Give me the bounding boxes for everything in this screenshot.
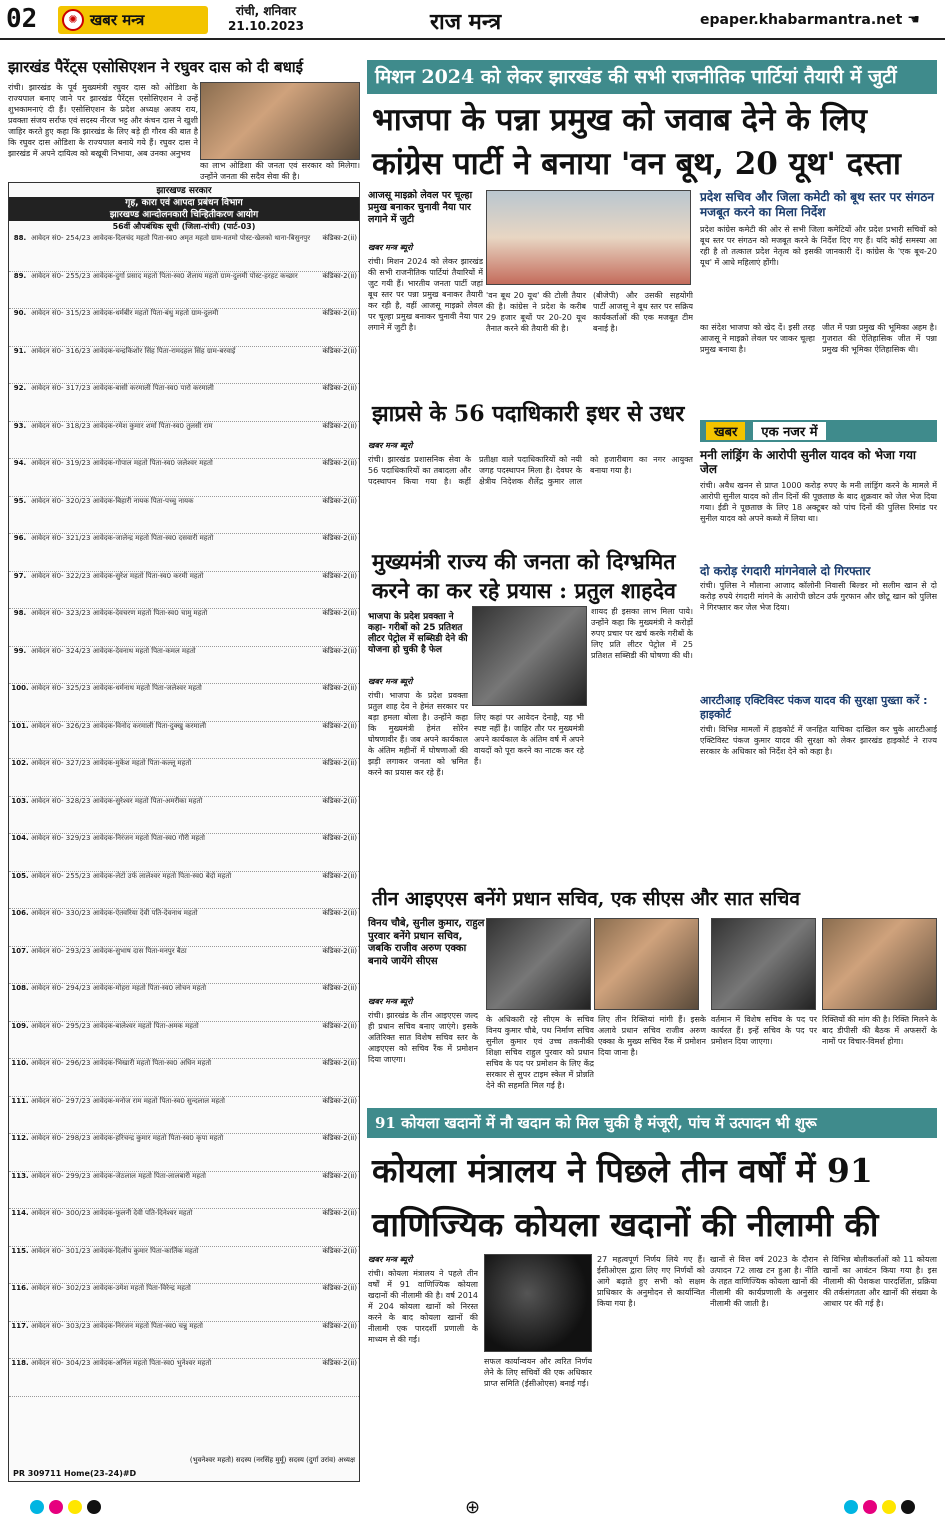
notice-row-clause: कंडिका-2(ii) (322, 684, 357, 692)
notice-row-number: 90. (13, 309, 27, 317)
cm-headline-line1: मुख्यमंत्री राज्य की जनता को दिग्भ्रमित (372, 550, 676, 575)
notice-row-clause: कंडिका-2(ii) (322, 946, 357, 955)
coal-col5: से विभिन्न बोलीकर्ताओं को 11 कोयला खानों का आवंटन किया गया है। इस नीलामी की पेशकश पारदर्शिता, प्रक्रिया की तर्कसंगतता और खानों की संख्या के आधार पर की गई है। (823, 1255, 937, 1308)
jhapra-byline: खबर मन्त्र ब्यूरो (368, 441, 413, 450)
brand-name: खबर मन्त्र (90, 11, 145, 29)
bjp-byline: खबर मन्त्र ब्यूरो (368, 243, 413, 252)
notice-row (9, 384, 359, 422)
pointer-hand-icon: ☚ (907, 12, 920, 28)
notice-row-clause: कंडिका-2(ii) (322, 1209, 357, 1217)
notice-row-number: 116. (11, 1284, 29, 1292)
dateline (228, 4, 304, 34)
notice-row (9, 909, 359, 947)
magenta-dot-icon (863, 1500, 877, 1514)
notice-row-clause: कंडिका-2(ii) (322, 834, 357, 842)
notice-row-text: आवेदन सं0- 255/23 आवेदक-लेटो उर्फ लालेश्वर महतो पिता-स्व0 बेदो महतो (31, 871, 232, 880)
notice-row (9, 1209, 359, 1247)
notice-row-number: 99. (13, 646, 27, 655)
notice-row (9, 347, 359, 385)
notice-row-clause: कंडिका-2(ii) (322, 384, 357, 392)
notice-row-number: 114. (11, 1209, 29, 1217)
notice-row (9, 422, 359, 460)
bjp-kicker: आजसू माइक्रो लेवल पर चूल्हा प्रमुख बनाकर चुनावी नैया पार लगाने में जुटी (368, 190, 473, 225)
notice-row-text: आवेदन सं0- 328/23 आवेदक-सुरेश्वर महतो पिता-अमरीका महतो (31, 796, 203, 805)
notice-row-text: आवेदन सं0- 298/23 आवेदक-हरिचन्द्र कुमार महतो पिता-स्व0 कृपा महतो (31, 1134, 224, 1142)
ias-col2: के अधिकारी रहे सीएम के सचिव विनय कुमार चौबे, पथ निर्माण सचिव सुनील कुमार एवं उच्च तकनीकी शिक्षा सचिव राहुल पुरवार को प्रधान सचिव के पद पर प्रमोशन के लिए केंद्र सरकार से सुपर टाइम स्केल में प्रोन्नति देने की सहमति मिल गई है। (486, 1015, 594, 1090)
ias-photo-2 (594, 918, 699, 1010)
bjp-col3: (बीजेपी) और उसकी सहयोगी पार्टी आजसू ने बूथ स्तर पर सक्रिय कार्यकर्ताओं की एक मजबूत टीम बनाई है। (593, 291, 693, 333)
notice-row (9, 1097, 359, 1135)
notice-row-number: 112. (11, 1134, 29, 1142)
coal-col3: 27 महत्वपूर्ण निर्णय लिये गए हैं। ईसीओएस द्वारा लिए गए निर्णयों को आगे बढ़ाते हुए सभी को सक्षम प्राधिकार के अनुमोदन से कार्यान्वित किया गया है। (597, 1255, 705, 1308)
notice-row (9, 647, 359, 685)
notice-row-number: 115. (11, 1246, 29, 1255)
notice-row-clause: कंडिका-2(ii) (322, 609, 357, 617)
brief3-body: रांची। विभिन्न मामलों में हाइकोर्ट में जनहित याचिका दाखिल कर चुके आरटीआई एक्टिविस्ट पंकज कुमार यादव की सुरक्षा को लेकर झारखंड हाइकोर्ट ने राज्य सरकार के अधिकार को निर्देश देने को कहा है। (700, 725, 937, 756)
notice-row (9, 1059, 359, 1097)
epaper-link[interactable]: epaper.khabarmantra.net ☚ (700, 12, 920, 28)
notice-row (9, 272, 359, 310)
notice-row-text: आवेदन सं0- 316/23 आवेदक-चन्द्रकिशोर सिंह पिता-रामदहल सिंह ग्राम-बरवाई (31, 346, 236, 355)
notice-ref: PR 309711 Home(23-24)#D (13, 1469, 137, 1478)
notice-row-text: आवेदन सं0- 303/23 आवेदक-निरंजन महतो पिता-स्व0 चन्नु महतो (31, 1321, 203, 1330)
notice-row (9, 1247, 359, 1285)
cm-kicker: भाजपा के प्रदेश प्रवक्ता ने कहा- गरीबों को 25 प्रतिशत लीटर पेट्रोल में सब्सिडी देने की योजना हो चुकी है फेल (368, 612, 468, 655)
notice-row-number: 111. (11, 1096, 29, 1105)
cm-headline (372, 548, 694, 606)
notice-row-clause: कंडिका-2(ii) (322, 1171, 357, 1180)
notice-row-clause: कंडिका-2(ii) (322, 796, 357, 805)
notice-row-number: 88. (13, 234, 27, 242)
notice-row-number: 97. (13, 571, 27, 580)
notice-row-clause: कंडिका-2(ii) (322, 721, 357, 730)
pratul-shahdeo-photo (472, 606, 587, 706)
notice-row-text: आवेदन सं0- 299/23 आवेदक-जेठलाल महतो पिता-लालबारी महतो (31, 1171, 206, 1180)
notice-row-number: 95. (13, 496, 27, 505)
brief2-headline: दो करोड़ रंगदारी मांगनेवाले दो गिरफ्तार (700, 564, 871, 578)
notice-row (9, 234, 359, 272)
notice-row-clause: कंडिका-2(ii) (322, 1096, 357, 1105)
brief3-headline: आरटीआइ एक्टिविस्ट पंकज यादव की सुरक्षा पुख्ता करें : हाइकोर्ट (700, 694, 928, 721)
coal-byline: खबर मन्त्र ब्यूरो (368, 1255, 413, 1264)
ias-byline: खबर मन्त्र ब्यूरो (368, 997, 413, 1006)
page-number: 02 (6, 4, 38, 34)
notice-row (9, 609, 359, 647)
ias-photo-4 (822, 918, 937, 1010)
crosshair-icon: ⊕ (464, 1496, 481, 1517)
color-dots-right (844, 1500, 915, 1514)
notice-row-text: आवेदन सं0- 320/23 आवेदक-बिहारी नायक पिता-पच्चु नायक (31, 496, 194, 505)
ias-col5: रिक्तियों की मांग की है। रिक्ति मिलने के बाद डीपीसी की बैठक में अफसरों के नामों पर विचार-विमर्श होगा। (822, 1015, 937, 1046)
notice-row-number: 92. (13, 384, 27, 392)
notice-row (9, 1134, 359, 1172)
notice-row-clause: कंडिका-2(ii) (322, 534, 357, 542)
ias-headline: तीन आइएएस बनेंगे प्रधान सचिव, एक सीएस और सात सचिव (372, 888, 800, 910)
notice-row-text: आवेदन सं0- 318/23 आवेदक-रमेश कुमार शर्मा पिता-स्व0 तुलसी राम (31, 421, 213, 430)
print-registration-marks (0, 1497, 945, 1517)
notice-row-number: 118. (11, 1359, 29, 1367)
notice-row (9, 684, 359, 722)
ias-col3: लिए तीन रिक्तियां मांगी हैं। इसके अलावे प्रधान सचिव राजीव अरुण एक्का के मुख्य सचिव रैंक में प्रमोशन दिया जाना है। (598, 1015, 706, 1057)
notice-row-text: आवेदन सं0- 321/23 आवेदक-जालेन्द्र महतो पिता-स्व0 दसवारी महतो (31, 534, 214, 542)
notice-row-number: 96. (13, 534, 27, 542)
notice-row-text: आवेदन सं0- 300/23 आवेदक-फूलनी देवी पति-दिनेश्वर महतो (31, 1209, 193, 1217)
pradesh-headline: प्रदेश सचिव और जिला कमेटी को बूथ स्तर पर संगठन मजबूत करने का मिला निर्देश (700, 190, 934, 219)
notice-row-number: 107. (11, 946, 29, 955)
black-dot-icon (901, 1500, 915, 1514)
notice-row-clause: कंडिका-2(ii) (322, 459, 357, 467)
notice-row-number: 106. (11, 909, 29, 917)
brief1-body: रांची। अवैध खनन से प्राप्त 1000 करोड़ रुपए के मनी लांड्रिंग करने के मामले में आरोपी सुनील यादव को तीन दिनों की पूछताछ के बाद शुक्रवार को जेल भेज दिया गया। ईडी ने पूछताछ के लिए 18 अक्टूबर को पांच दिनों की पुलिस रिमांड पर सुनील यादव को अपने कब्जे में लिया था। (700, 481, 937, 523)
notice-row-number: 108. (11, 984, 29, 992)
notice-row-clause: कंडिका-2(ii) (322, 271, 357, 280)
notice-row-number: 104. (11, 834, 29, 842)
notice-row-text: आवेदन सं0- 317/23 आवेदक-बासी करमाली पिता-स्व0 पारो करमाली (31, 384, 214, 392)
raghubar-body: रांची। झारखंड के पूर्व मुख्यमंत्री रघुवर दास को ओडिशा के राज्यपाल बनाए जाने पर झारखंड पैरेंट्स एसोसिएशन ने उन्हें शुभकामनाएं दी हैं। एसोसिएशन के प्रदेश अध्यक्ष अजय राय, प्रवक्ता संजय सर्राफ एवं सदस्य नीरज भट्ट और कंचन दास ने खुशी जाहिर करते हुए कहा कि झारखंड के लिए बड़े ही गौरव की बात है कि रघुवर दास ओडिशा के राज्यपाल बनाये गये हैं। रघुवर दास ने झारखंड में अपने दायित्व को बखूबी निभाया, अब उनका अनुभव (8, 83, 198, 158)
notice-row-text: आवेदन सं0- 326/23 आवेदक-विनोद करमाली पिता-दुक्खु करमाली (31, 721, 207, 730)
khabar-title: एक नजर में (753, 422, 825, 440)
notice-row-number: 93. (13, 421, 27, 430)
notice-row (9, 309, 359, 347)
khabar-brand: खबर (706, 422, 745, 440)
notice-row-text: आवेदन सं0- 319/23 आवेदक-गोपाल महतो पिता-स्व0 जलेश्वर महतो (31, 459, 213, 467)
notice-row-clause: कंडिका-2(ii) (322, 1284, 357, 1292)
notice-row-text: आवेदन सं0- 327/23 आवेदक-मुकेश महतो पिता-कल्लू महतो (31, 759, 192, 767)
pradesh-col-a: का संदेश भाजपा को खेद दें। इसी तरह आजसू ने माइक्रो लेवल पर जाकर चूल्हा प्रमुख बनाया है। (700, 323, 815, 354)
bjp-photo-caption: 'वन बूथ 20 यूथ' की टोली तैयार की है। कांग्रेस ने प्रदेश के करीब 29 हजार बूथों पर 20-20 यूथ तैनात करने की तैयारी की है। (486, 291, 586, 333)
notice-row-text: आवेदन सं0- 323/23 आवेदक-देवचरण महतो पिता-स्व0 चामु महतो (31, 609, 208, 617)
notice-row-clause: कंडिका-2(ii) (322, 234, 357, 242)
notice-row-number: 113. (11, 1171, 29, 1180)
bjp-body: रांची। मिशन 2024 को लेकर झारखंड की सभी राजनीतिक पार्टियां तैयारियों में जुट गयी हैं। भारतीय जनता पार्टी जहां बूथ स्तर पर पन्ना प्रमुख बनाकर तैयारी कर रही है, वहीं आजसू माइक्रो लेवल पर चूल्हा प्रमुख बनाकर चुनावी नैया पार लगाने में जुटी है। (368, 257, 483, 332)
raghubar-photo (200, 82, 360, 160)
notice-row-text: आवेदन सं0- 295/23 आवेदक-बालेश्वर महतो पिता-अमक महतो (31, 1021, 199, 1030)
yellow-dot-icon (68, 1500, 82, 1514)
ias-photo-1 (486, 918, 591, 1010)
notice-row (9, 497, 359, 535)
notice-row (9, 722, 359, 760)
notice-line2: गृह, कारा एवं आपदा प्रबंधन विभाग (9, 197, 359, 209)
notice-row (9, 984, 359, 1022)
notice-row (9, 1322, 359, 1360)
government-notice (8, 182, 360, 1482)
notice-row (9, 947, 359, 985)
notice-row-number: 102. (11, 759, 29, 767)
coal-col4: खानों से वित्त वर्ष 2023 के दौरान उत्पादन 72 लाख टन हुआ है। नीति के तहत वाणिज्यिक कोयला खानों की नीलामी की कार्यप्रणाली के अनुसार नीलामी की जाती है। (710, 1255, 818, 1308)
cm-col2: लिए कहां पर आवेदन देनाहै, यह भी स्पष्ट नहीं है। जाहिर तौर पर मुख्यमंत्री अपने कार्यकाल के अंतिम वर्ष में अपने वायदों को पूरा करने का नाटक कर रहे हैं। (474, 713, 584, 766)
coal-col2: सफल कार्यान्वयन और त्वरित निर्णय लेने के लिए सचिवों की एक अधिकार प्राप्त समिति (ईसीओएस) बनाई गई। (484, 1357, 592, 1388)
notice-row-text: आवेदन सं0- 293/23 आवेदक-सुभाष दास पिता-मनपुर बैठा (31, 946, 187, 955)
notice-row (9, 534, 359, 572)
city-day: रांची, शनिवार (235, 4, 297, 18)
notice-row-clause: कंडिका-2(ii) (322, 1321, 357, 1330)
khabar-box (700, 420, 937, 442)
ias-photo-3 (711, 918, 816, 1010)
notice-row-text: आवेदन सं0- 296/23 आवेदक-भिखारी महतो पिता-स्व0 अधिन महतो (31, 1059, 212, 1067)
notice-row-clause: कंडिका-2(ii) (322, 1134, 357, 1142)
notice-row-text: आवेदन सं0- 255/23 आवेदक-दुर्गा प्रसाद महतो पिता-स्व0 शैलाय महतो ग्राम-दुलमी पोस्ट-हरहट कच्छार (31, 271, 298, 280)
pradesh-col-b: जीत में पन्ना प्रमुख की भूमिका अहम है। गुजरात की ऐतिहासिक जीत में पन्ना प्रमुख की भूमिका ऐतिहासिक थी। (822, 323, 937, 354)
cyan-dot-icon (844, 1500, 858, 1514)
notice-row-number: 105. (11, 871, 29, 880)
notice-row-number: 89. (13, 271, 27, 280)
coal-body: रांची। कोयला मंत्रालय ने पहले तीन वर्षों में 91 वाणिज्यिक कोयला खदानों की नीलामी की है। वर्ष 2014 में 204 कोयला खानों को निरस्त करने के बाद कोयला खानों की नीलामी एक पारदर्शी प्रणाली के माध्यम से की गई। (368, 1269, 478, 1344)
notice-row-text: आवेदन सं0- 330/23 आवेदक-ऐतवरिया देवी पति-देवनाथ महतो (31, 909, 198, 917)
cm-byline: खबर मन्त्र ब्यूरो (368, 677, 413, 686)
notice-row (9, 872, 359, 910)
cm-headline-line2: करने का कर रहे प्रयास : प्रतुल शाहदेव (372, 579, 677, 604)
cm-body: रांची। भाजपा के प्रदेश प्रवक्ता प्रतुल शाह देव ने हेमंत सरकार पर बड़ा हमला बोला है। उन्होंने कहा कि मुख्यमंत्री हेमंत सोरेन घोषणावीर हैं। जब अपने कार्यकाल के अंतिम महीनों में घोषणाओं की झड़ी लगाकर जनता को भ्रमित करने का प्रयास कर रहे हैं। (368, 691, 468, 777)
brief2-body: रांची। पुलिस ने मौलाना आजाद कॉलोनी निवासी बिल्डर मो सलीम खान से दो करोड़ रुपये रंगदारी मांगने के आरोपी छोटन उर्फ गुरफान और छोटू खान को पुलिस ने गिरफ्तार कर जेल भेज दिया। (700, 581, 937, 612)
black-dot-icon (87, 1500, 101, 1514)
notice-row-clause: कंडिका-2(ii) (322, 1021, 357, 1030)
bjp-headline-line1: भाजपा के पन्ना प्रमुख को जवाब देने के लिए (372, 102, 867, 138)
pradesh-body: प्रदेश कांग्रेस कमेटी की ओर से सभी जिला कमेटियों और प्रदेश प्रभारी सचिवों को बूथ स्तर पर संगठन को मजबूत करने के निर्देश दिए गए हैं। यदि कोई समस्या आ रही है तो तत्काल प्रदेश नेतृत्व को इसकी जानकारी दें। कांग्रेस के 'एक बूथ-20 यूथ' में आधे महिलाएं होंगी। (700, 225, 937, 267)
notice-row-number: 101. (11, 721, 29, 730)
bjp-headline (372, 98, 937, 186)
notice-row-clause: कंडिका-2(ii) (322, 309, 357, 317)
yellow-dot-icon (882, 1500, 896, 1514)
notice-line4: 56वीं औपबंधिक सूची (जिला-रांची) (पार्ट-03) (112, 222, 256, 231)
notice-row-clause: कंडिका-2(ii) (322, 571, 357, 580)
notice-row-number: 110. (11, 1059, 29, 1067)
notice-row-number: 100. (11, 684, 29, 692)
notice-line3: झारखण्ड आन्दोलनकारी चिन्हितीकरण आयोग (9, 209, 359, 221)
issue-date: 21.10.2023 (228, 19, 304, 33)
raghubar-headline: झारखंड पैरेंट्स एसोसिएशन ने रघुवर दास को दी बधाई (8, 58, 304, 76)
notice-row-clause: कंडिका-2(ii) (322, 984, 357, 992)
notice-row-text: आवेदन सं0- 315/23 आवेदक-धर्मबीर महतो पिता-बंधु महतो ग्राम-दुलमी (31, 309, 219, 317)
notice-row-number: 98. (13, 609, 27, 617)
notice-row (9, 1172, 359, 1210)
notice-row-number: 109. (11, 1021, 29, 1030)
notice-row (9, 834, 359, 872)
notice-row-clause: कंडिका-2(ii) (322, 909, 357, 917)
notice-row-text: आवेदन सं0- 304/23 आवेदक-अनिल महतो पिता-स्व0 भुनेश्वर महतो (31, 1359, 212, 1367)
jhapra-body: रांची। झारखंड प्रशासनिक सेवा के 56 पदाधिकारियों का तबादला और पदस्थापन किया गया है। कहीं प्रतीक्षा वाले पदाधिकारियों को नयी जगह पदस्थापन मिला है। देवघर के क्षेत्रीय निदेशक शैलेंद्र कुमार लाल को हजारीबाग का नगर आयुक्त बनाया गया है। (368, 455, 693, 486)
notice-row-number: 91. (13, 346, 27, 355)
coal-headline (372, 1144, 937, 1252)
coal-banner: 91 कोयला खदानों में नौ खदान को मिल चुकी है मंजूरी, पांच में उत्पादन भी शुरू (367, 1108, 937, 1138)
notice-row-text: आवेदन सं0- 302/23 आवेदक-उमेश महतो पिता-विरेन्द्र महतो (31, 1284, 191, 1292)
notice-row (9, 759, 359, 797)
notice-row-number: 103. (11, 796, 29, 805)
brief1-headline: मनी लांड्रिंग के आरोपी सुनील यादव को भेजा गया जेल (700, 448, 917, 476)
color-dots-left (30, 1500, 101, 1514)
notice-row-clause: कंडिका-2(ii) (322, 1246, 357, 1255)
notice-row (9, 1284, 359, 1322)
coal-headline-line2: वाणिज्यिक कोयला खदानों की नीलामी की (372, 1205, 879, 1244)
notice-row (9, 1022, 359, 1060)
notice-row (9, 1359, 359, 1397)
notice-line1: झारखण्ड सरकार (156, 186, 212, 196)
notice-row (9, 459, 359, 497)
notice-signatures: (भुवनेश्वर महतो) सदस्य (नरसिंह मुर्मू) सदस्य (दुर्गा उरांव) अध्यक्ष (189, 1456, 355, 1464)
notice-row-clause: कंडिका-2(ii) (322, 1059, 357, 1067)
cm-col3: शायद ही इसका लाभ मिला पाये। उन्होंने कहा कि मुख्यमंत्री ने करोड़ों रुपए प्रचार पर खर्च करके गरीबों के लिए प्रति लीटर पेट्रोल में 25 प्रतिशत सब्सिडी की घोषणा की थी। (591, 607, 693, 660)
jhapra-headline: झाप्रसे के 56 पदाधिकारी इधर से उधर (372, 401, 685, 427)
raghubar-body-cont: का लाभ ओडिशा की जनता एवं सरकार को मिलेगा। उन्होंने जनता की सदैव सेवा की है। (200, 161, 360, 181)
notice-row-text: आवेदन सं0- 325/23 आवेदक-धर्मनाथ महतो पिता-जलेश्वर महतो (31, 684, 202, 692)
coal-photo (484, 1254, 592, 1352)
bjp-headline-line2: कांग्रेस पार्टी ने बनाया 'वन बूथ, 20 यूथ' दस्ता (372, 146, 901, 182)
notice-row-text: आवेदन सं0- 329/23 आवेदक-निरंजन महतो पिता-स्व0 गौरी महतो (31, 834, 205, 842)
mission-banner: मिशन 2024 को लेकर झारखंड की सभी राजनीतिक पार्टियां तैयारी में जुटीं (367, 60, 937, 94)
cyan-dot-icon (30, 1500, 44, 1514)
notice-row-text: आवेदन सं0- 294/23 आवेदक-मोहरा महतो पिता-स्व0 लोचन महतो (31, 984, 207, 992)
notice-row-clause: कंडिका-2(ii) (322, 421, 357, 430)
section-title: राज मन्त्र (430, 9, 502, 35)
brand-logo-icon: ✺ (62, 9, 84, 31)
congress-office-photo (486, 190, 691, 285)
notice-row-text: आवेदन सं0- 297/23 आवेदक-मनोज राम महतो पिता-स्व0 सुन्दलाल महतो (31, 1096, 225, 1105)
notice-row-text: आवेदन सं0- 254/23 आवेदक-दिलचंद महतो पिता-स्व0 अमृत महतो ग्राम-मतमो पोस्ट-खेलको थाना-बिसुनपुर (31, 234, 311, 242)
page-header (0, 0, 945, 40)
coal-headline-line1: कोयला मंत्रालय ने पिछले तीन वर्षों में 91 (372, 1151, 873, 1190)
notice-row-number: 117. (11, 1321, 29, 1330)
notice-row-clause: कंडिका-2(ii) (322, 346, 357, 355)
magenta-dot-icon (49, 1500, 63, 1514)
notice-row-text: आवेदन सं0- 301/23 आवेदक-दिलीप कुमार पिता-कार्तिक महतो (31, 1246, 199, 1255)
notice-row-text: आवेदन सं0- 324/23 आवेदक-देवनाथ महतो पिता-कमल महतो (31, 646, 196, 655)
notice-row (9, 572, 359, 610)
notice-row-clause: कंडिका-2(ii) (322, 871, 357, 880)
ias-col4: वर्तमान में विशेष सचिव के पद पर कार्यरत हैं। इन्हें सचिव के पद पर प्रमोशन दिया जाएगा। (711, 1015, 817, 1046)
brand-logo (58, 6, 208, 34)
notice-row-text: आवेदन सं0- 322/23 आवेदक-सुरेश महतो पिता-स्व0 करमी महतो (31, 571, 204, 580)
notice-row-number: 94. (13, 459, 27, 467)
notice-row-clause: कंडिका-2(ii) (322, 759, 357, 767)
notice-row-clause: कंडिका-2(ii) (322, 1359, 357, 1367)
notice-row-clause: कंडिका-2(ii) (322, 496, 357, 505)
notice-row (9, 797, 359, 835)
ias-kicker: विनय चौबे, सुनील कुमार, राहुल पुरवार बनेंगे प्रधान सचिव, जबकि राजीव अरुण एक्का बनाये जायेंगे सीएस (368, 918, 485, 967)
notice-row-clause: कंडिका-2(ii) (322, 646, 357, 655)
ias-body: रांची। झारखंड के तीन आइएएस जल्द ही प्रधान सचिव बनाए जाएंगे। इसके अतिरिक्त सात विशेष सचिव स्तर के आइएएस को सचिव रैंक में प्रमोशन दिया जाएगा। (368, 1011, 478, 1064)
notice-rows (9, 234, 359, 1397)
